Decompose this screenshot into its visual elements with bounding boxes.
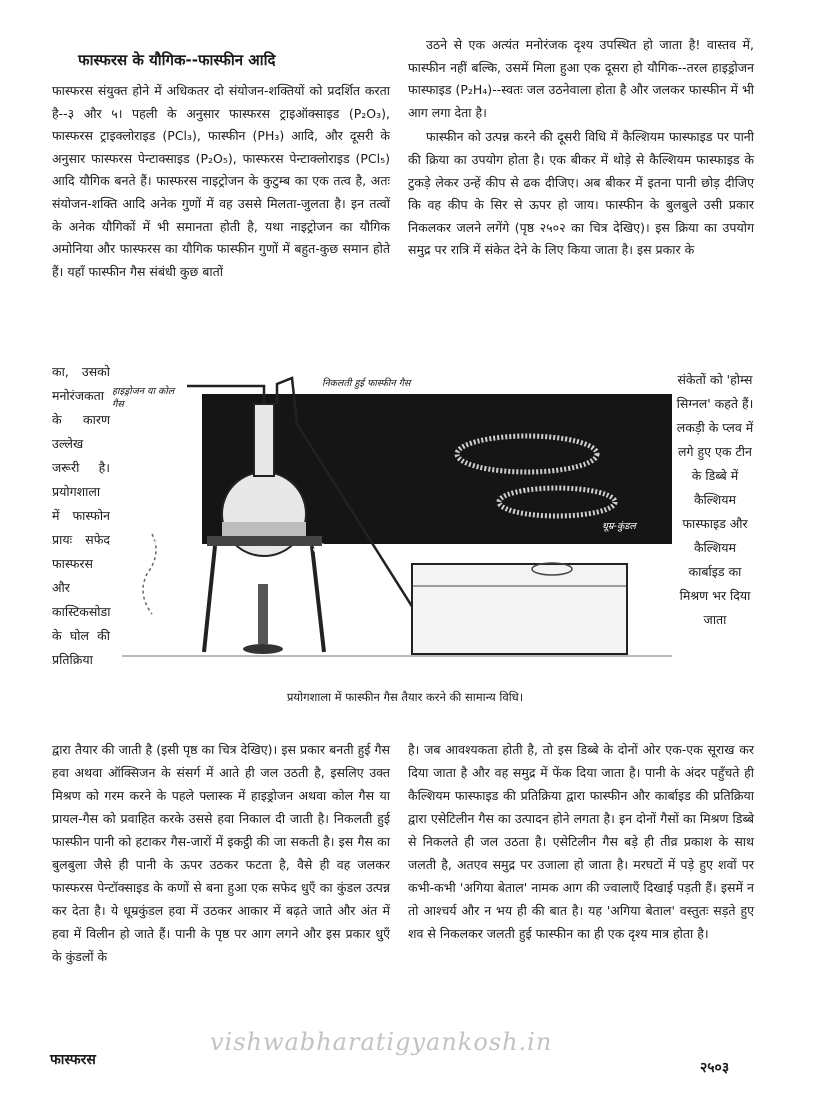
right-paragraph-2: फास्फीन को उत्पन्न करने की दूसरी विधि में कैल्शियम फास्फाइड पर पानी की क्रिया का उपयोग होता है। एक बीकर में थोड़े से कैल्शियम फास्फाइड के टुकड़े लेकर उन्हें कीप से ढक दीजिए। अब बीकर में इतना पानी छोड़ दीजिए कि वह कीप के सिर से ऊपर हो जाय। फास्फीन के बुलबुले उसी प्रकार निकलकर जलने लगेंगे (पृष्ठ २५०२ का चित्र देखिए)। इस क्रिया का उपयोग समुद्र पर रात्रि में संकेत देने के लिए किया जाता है। इस प्रकार के [408, 129, 754, 258]
right-column-bottom-text: है। जब आवश्यकता होती है, तो इस डिब्बे के दोनों ओर एक-एक सूराख कर दिया जाता है और वह समुद्र में फेंक दिया जाता है। पानी के अंदर पहुँचते ही कैल्शियम फास्फाइड की प्रतिक्रिया द्वारा फास्फीन और कार्बाइड की प्रतिक्रिया द्वारा एसेटिलीन गैस का उत्पादन होने लगता है। इन दोनों गैसों का मिश्रण डिब्बे से निकलते ही जल उठता है। एसेटिलीन गैस बड़े ही तीव्र प्रकाश के साथ जलती है, अतएव समुद्र पर उजाला हो जाता है। मरघटों में पड़े हुए शवों पर कभी-कभी 'अगिया बेताल' नामक आग की ज्वालाएँ दिखाई पड़ती हैं। इसमें न तो आश्चर्य और न भय ही की बात है। यह 'अगिया बेताल' वस्तुतः सड़ते हुए शव से निकलकर जलती हुई फास्फीन का ही एक दृश्य मात्र होता है। [408, 742, 754, 941]
apparatus-figure [112, 364, 672, 682]
label-escaping-phosphine: निकलती हुई फास्फीन गैस [322, 378, 411, 389]
left-column-top-text: फास्फरस संयुक्त होने में अधिकतर दो संयोजन-शक्तियों को प्रदर्शित करता है--३ और ५। पहली के अनुसार फास्फरस ट्राइऑक्साइड (P₂O₃), फास्फरस ट्राइक्लोराइड (PCl₃), फास्फीन (PH₃) आदि, और दूसरी के अनुसार फास्फरस पेन्टाक्साइड (P₂O₅), फास्फरस पेन्टाक्लोराइड (PCl₅) आदि यौगिक बनते हैं। फास्फरस नाइट्रोजन के कुटुम्ब का एक तत्व है, अतः संयोजन-शक्ति आदि अनेक गुणों में वह उससे मिलता-जुलता है। इन तत्वों के अनेक यौगिकों में भी समानता होती है, यथा नाइट्रोजन का यौगिक अमोनिया और फास्फरस का यौगिक फास्फीन गुणों में बहुत-कुछ समान होते हैं। यहाँ फास्फीन गैस संबंधी कुछ बातों [52, 83, 390, 279]
water-trough [412, 564, 627, 654]
label-hydrogen: हाइड्रोजन या कोल गैस [112, 386, 175, 410]
label-smoke-ring: धूम्र-कुंडल [602, 521, 636, 532]
left-narrow-text: का, उसको मनोरंजकता के कारण उल्लेख जरूरी है। प्रयोगशाला में फास्फोन प्रायः सफेद फास्फरस और कास्टिकसोडा के घोल की प्रतिक्रिया [52, 364, 111, 667]
tripod-leg [204, 546, 215, 652]
right-column-top-text [408, 34, 754, 264]
left-column-bottom-text: द्वारा तैयार की जाती है (इसी पृष्ठ का चित्र देखिए)। इस प्रकार बनती हुई गैस हवा अथवा ऑक्सिजन के संसर्ग में आते ही जल उठती है, इसलिए उक्त मिश्रण को गरम करने के पहले फ्लास्क में हाइड्रोजन अथवा कोल गैस या प्रायल-गैस को प्रवाहित करके उससे हवा निकाल दी जाती है। निकलती हुई फास्फीन पानी को हटाकर गैस-जारों में इकट्ठी की जा सकती है। इस गैस का बुलबुला जैसे ही पानी के ऊपर उठकर फटता है, वैसे ही वह जलकर फास्फरस पेन्टॉक्साइड के कणों से बना हुआ एक सफेद धुएँ का कुंडल उत्पन्न कर देता है। ये धूम्रकुंडल हवा में उठकर आकार में बढ़ते जाते और अंत में हवा में विलीन हो जाते हैं। पानी के पृष्ठ पर आग लगने और इस प्रकार धुएँ के कुंडलों के [52, 742, 390, 964]
label-white-phosphorus: सफेद फास्फरस [312, 544, 365, 555]
section-heading: फास्फरस के यौगिक--फास्फीन आदि [78, 51, 276, 69]
burner [258, 584, 268, 644]
wire-gauze [207, 536, 322, 546]
tripod-leg [312, 546, 324, 652]
page-number: २५०३ [700, 1060, 730, 1076]
running-title: फास्फरस [50, 1052, 96, 1068]
burner-base [243, 644, 283, 654]
watermark: vishwabharatigyankosh.in [210, 1028, 553, 1056]
label-caustic-soda: कास्टिक सोडा का घोल [140, 526, 201, 550]
right-narrow-text: संकेतों को 'होम्स सिग्नल' कहते हैं। लकड़ी के प्लव में लगे हुए एक टीन के डिब्बे में कैल्शियम फास्फाइड और कैल्शियम कार्बाइड का मिश्रण भर दिया जाता [676, 372, 754, 627]
flask-neck [254, 404, 274, 476]
apparatus-illustration [112, 364, 672, 682]
right-paragraph-1: उठने से एक अत्यंत मनोरंजक दृश्य उपस्थित हो जाता है! वास्तव में, फास्फीन नहीं बल्कि, उसमें मिला हुआ एक दूसरा हो यौगिक--तरल हाइड्रोजन फास्फाइड (P₂H₄)--स्वतः जल उठनेवाला होता है और जलकर फास्फीन में भी आग लगा देता है। [408, 37, 754, 120]
figure-caption: प्रयोगशाला में फास्फीन गैस तैयार करने की सामान्य विधि। [286, 690, 524, 704]
